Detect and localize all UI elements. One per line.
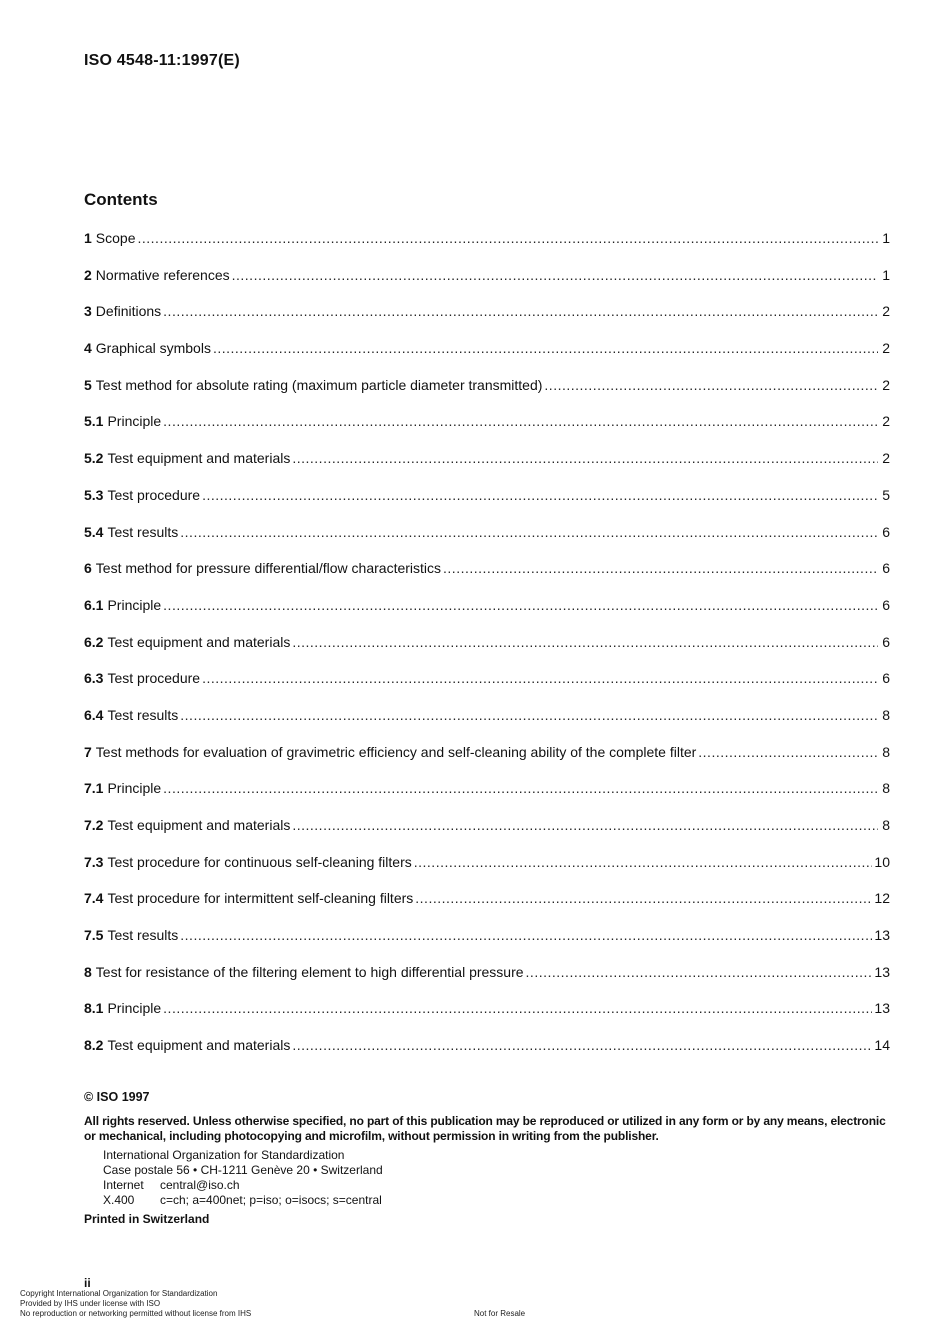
toc-entry-number: 2 xyxy=(84,266,92,283)
toc-entry-page: 2 xyxy=(882,303,890,320)
toc-entry-number: 5.2 xyxy=(84,450,104,467)
toc-entry-title: Definitions xyxy=(95,303,162,320)
internet-label: Internet xyxy=(103,1178,144,1192)
toc-entry-page: 5 xyxy=(882,486,890,503)
toc-entry[interactable] xyxy=(84,707,890,744)
toc-entry-number: 7.2 xyxy=(84,817,104,833)
document-id: ISO 4548-11:1997(E) xyxy=(84,52,240,69)
toc-entry-title: Test procedure xyxy=(107,486,201,503)
toc-entry-number: 7.1 xyxy=(84,780,104,797)
toc-leader-dots xyxy=(180,707,878,723)
toc-entry-title: Test results xyxy=(107,523,179,540)
toc-entry[interactable] xyxy=(84,780,890,817)
toc-entry[interactable] xyxy=(84,670,890,707)
toc-leader-dots xyxy=(163,780,878,796)
toc-leader-dots xyxy=(163,597,878,613)
toc-entry-page: 6 xyxy=(882,633,890,650)
toc-entry-page: 2 xyxy=(882,450,890,467)
toc-entry-number: 8.2 xyxy=(84,1037,104,1054)
toc-entry-page: 6 xyxy=(882,560,890,577)
toc-entry-page: 2 xyxy=(882,376,890,393)
toc-entry-title: Test method for absolute rating (maximum particle diameter transmitted) xyxy=(95,376,543,393)
toc-entry[interactable] xyxy=(84,560,890,597)
toc-entry[interactable] xyxy=(84,267,890,304)
toc-leader-dots xyxy=(415,890,872,906)
toc-entry-number: 6.4 xyxy=(84,706,104,723)
toc-entry-page: 1 xyxy=(882,230,890,246)
toc-leader-dots xyxy=(202,670,878,686)
license-footer xyxy=(20,1289,251,1319)
toc-entry-number: 6 xyxy=(84,560,92,577)
toc-entry-page: 8 xyxy=(882,706,890,723)
x400-label: X.400 xyxy=(103,1193,135,1207)
toc-leader-dots xyxy=(213,340,878,356)
postal-address: Case postale 56 • CH-1211 Genève 20 • Switzerland xyxy=(103,1163,383,1177)
toc-entry-page: 12 xyxy=(874,890,890,907)
toc-leader-dots xyxy=(202,487,878,503)
org-name: International Organization for Standardization xyxy=(103,1148,345,1162)
toc-leader-dots xyxy=(698,744,878,760)
toc-entry-title: Test results xyxy=(107,706,179,723)
toc-leader-dots xyxy=(180,927,872,943)
toc-entry-page: 10 xyxy=(874,853,890,870)
toc-entry-page: 13 xyxy=(874,927,890,944)
toc-entry-title: Test results xyxy=(107,927,179,944)
toc-entry[interactable] xyxy=(84,340,890,377)
toc-entry-page: 13 xyxy=(874,1000,890,1017)
toc-entry[interactable] xyxy=(84,1000,890,1037)
toc-entry-title: Test methods for evaluation of gravimetric efficiency and self-cleaning ability of the complete filter xyxy=(95,743,697,760)
toc-entry-title: Test procedure for continuous self-cleaning filters xyxy=(107,853,412,870)
table-of-contents xyxy=(84,230,890,1074)
toc-entry-title: Principle xyxy=(107,1000,162,1017)
toc-leader-dots xyxy=(163,303,878,319)
toc-entry[interactable] xyxy=(84,890,890,927)
toc-entry-title: Test equipment and materials xyxy=(107,633,291,650)
toc-entry-page: 2 xyxy=(882,413,890,430)
copyright-block xyxy=(84,1090,894,1226)
toc-entry[interactable] xyxy=(84,597,890,634)
toc-entry-title: Principle xyxy=(107,780,162,797)
toc-leader-dots xyxy=(292,634,878,650)
toc-leader-dots xyxy=(180,524,878,540)
toc-entry[interactable] xyxy=(84,230,890,267)
toc-entry-page: 6 xyxy=(882,523,890,540)
page-number: ii xyxy=(84,1276,91,1290)
toc-entry-number: 7.5 xyxy=(84,927,104,944)
toc-entry[interactable] xyxy=(84,487,890,524)
toc-entry-number: 7 xyxy=(84,743,92,760)
toc-entry[interactable] xyxy=(84,927,890,964)
printed-location: Printed in Switzerland xyxy=(84,1212,210,1226)
toc-entry[interactable] xyxy=(84,744,890,781)
toc-entry-number: 8.1 xyxy=(84,1000,104,1017)
toc-entry-title: Test equipment and materials xyxy=(107,817,291,833)
toc-entry-number: 4 xyxy=(84,340,92,357)
toc-entry-title: Normative references xyxy=(95,266,230,283)
toc-entry-page: 14 xyxy=(874,1037,890,1054)
toc-leader-dots xyxy=(232,267,878,283)
toc-entry[interactable] xyxy=(84,634,890,671)
toc-entry[interactable] xyxy=(84,303,890,340)
toc-entry[interactable] xyxy=(84,854,890,891)
toc-entry-title: Test for resistance of the filtering element to high differential pressure xyxy=(95,963,524,980)
toc-entry-number: 5.1 xyxy=(84,413,104,430)
toc-leader-dots xyxy=(544,377,878,393)
contents-heading: Contents xyxy=(84,190,158,209)
toc-leader-dots xyxy=(292,450,878,466)
toc-entry-number: 5.4 xyxy=(84,523,104,540)
toc-leader-dots xyxy=(443,560,878,576)
toc-leader-dots xyxy=(163,413,878,429)
toc-entry-page: 1 xyxy=(882,266,890,283)
toc-leader-dots xyxy=(292,1037,872,1053)
toc-entry[interactable] xyxy=(84,450,890,487)
toc-entry[interactable] xyxy=(84,1037,890,1074)
toc-entry-title: Test method for pressure differential/flow characteristics xyxy=(95,560,442,577)
toc-entry-page: 8 xyxy=(882,817,890,833)
toc-entry-number: 8 xyxy=(84,963,92,980)
footer-line: Copyright International Organization for Standardization xyxy=(20,1289,218,1298)
toc-entry-title: Test equipment and materials xyxy=(107,450,291,467)
toc-entry-title: Scope xyxy=(95,230,136,246)
toc-entry-number: 7.3 xyxy=(84,853,104,870)
org-address xyxy=(103,1148,894,1208)
toc-leader-dots xyxy=(526,964,873,980)
toc-entry-title: Principle xyxy=(107,596,162,613)
toc-entry-number: 5 xyxy=(84,376,92,393)
toc-entry-number: 5.3 xyxy=(84,486,104,503)
toc-entry-title: Test equipment and materials xyxy=(107,1037,291,1054)
toc-entry-page: 13 xyxy=(874,963,890,980)
rights-statement: All rights reserved. Unless otherwise specified, no part of this publication may be reproduced or utilized in any form or by any means, electronic or mechanical, including photocopying and microfilm, without permission in writing from the publisher. xyxy=(84,1114,886,1143)
toc-entry-page: 8 xyxy=(882,743,890,760)
toc-entry-title: Principle xyxy=(107,413,162,430)
footer-line: No reproduction or networking permitted without license from IHS xyxy=(20,1309,252,1318)
internet-address: central@iso.ch xyxy=(160,1178,240,1192)
toc-entry[interactable] xyxy=(84,377,890,414)
toc-entry-number: 1 xyxy=(84,230,92,246)
toc-entry[interactable] xyxy=(84,817,890,854)
toc-entry-page: 2 xyxy=(882,340,890,357)
toc-entry-page: 8 xyxy=(882,780,890,797)
x400-address: c=ch; a=400net; p=iso; o=isocs; s=central xyxy=(160,1193,382,1207)
toc-entry-title: Test procedure xyxy=(107,670,201,687)
toc-entry-number: 6.2 xyxy=(84,633,104,650)
toc-entry-page: 6 xyxy=(882,670,890,687)
footer-line: Provided by IHS under license with ISO xyxy=(20,1299,161,1308)
toc-entry[interactable] xyxy=(84,413,890,450)
toc-leader-dots xyxy=(414,854,873,870)
toc-entry-title: Test procedure for intermittent self-cleaning filters xyxy=(107,890,414,907)
toc-leader-dots xyxy=(138,230,879,246)
toc-entry-page: 6 xyxy=(882,596,890,613)
toc-entry-title: Graphical symbols xyxy=(95,340,211,357)
toc-leader-dots xyxy=(292,817,878,833)
toc-entry-number: 6.1 xyxy=(84,596,104,613)
toc-entry[interactable] xyxy=(84,964,890,1001)
toc-entry-number: 7.4 xyxy=(84,890,104,907)
toc-entry[interactable] xyxy=(84,524,890,561)
copyright-notice: © ISO 1997 xyxy=(84,1090,150,1104)
toc-leader-dots xyxy=(163,1000,872,1016)
toc-entry-number: 3 xyxy=(84,303,92,320)
not-for-resale: Not for Resale xyxy=(474,1309,526,1318)
toc-entry-number: 6.3 xyxy=(84,670,104,687)
